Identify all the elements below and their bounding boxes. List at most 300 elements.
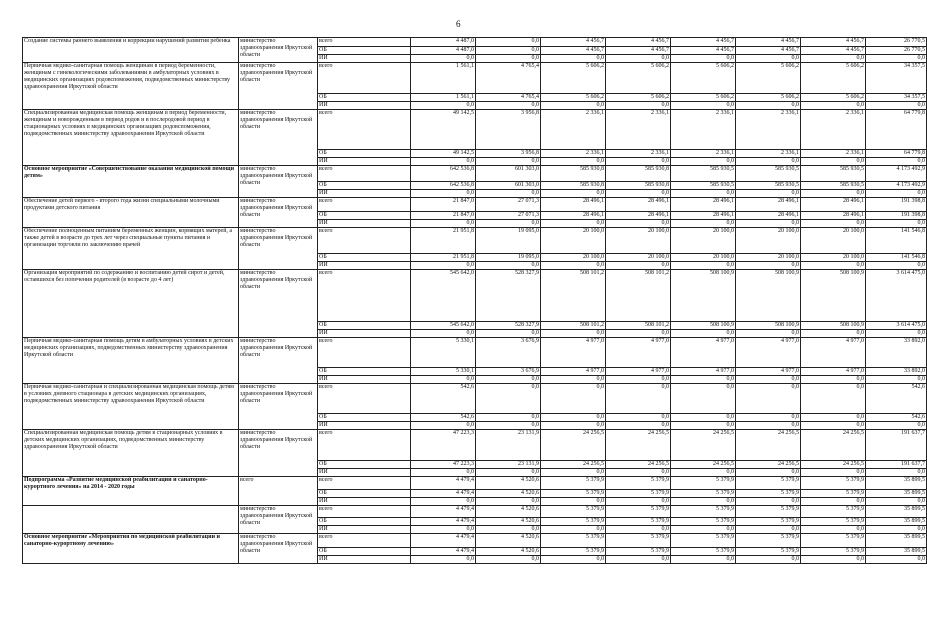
total-cell: 0,0 <box>866 102 927 110</box>
year-value-cell: 4 456,7 <box>606 38 671 47</box>
year-value-cell: 528 327,9 <box>476 270 541 322</box>
year-value-cell: 4 977,0 <box>606 368 671 376</box>
year-value-cell: 28 496,1 <box>606 212 671 220</box>
executor-cell: министерство здравоохранения Иркутской области <box>239 506 318 534</box>
year-value-cell: 528 327,9 <box>476 322 541 330</box>
year-value-cell: 585 930,8 <box>606 182 671 190</box>
year-value-cell: 0,0 <box>801 469 866 477</box>
year-value-cell: 28 496,1 <box>736 212 801 220</box>
year-value-cell: 0,0 <box>671 526 736 534</box>
year-value-cell: 20 100,0 <box>671 228 736 254</box>
total-cell: 0,0 <box>866 376 927 384</box>
year-value-cell: 5 379,9 <box>671 548 736 556</box>
table-row <box>23 506 927 518</box>
funding-source-cell: всего <box>318 477 411 490</box>
funding-source-cell: ОБ <box>318 368 411 376</box>
year-value-cell: 2 336,1 <box>606 150 671 158</box>
funding-source-cell: ОБ <box>318 47 411 55</box>
funding-source-cell: всего <box>318 270 411 322</box>
funding-source-cell: ОБ <box>318 150 411 158</box>
funding-source-cell: ИИ <box>318 262 411 270</box>
year-value-cell: 0,0 <box>476 498 541 506</box>
year-value-cell: 0,0 <box>801 330 866 338</box>
table-row <box>23 270 927 322</box>
year-value-cell: 0,0 <box>476 330 541 338</box>
year-value-cell: 1 561,1 <box>411 63 476 94</box>
year-value-cell: 4 456,7 <box>671 47 736 55</box>
year-value-cell: 642 536,8 <box>411 166 476 182</box>
year-value-cell: 508 101,2 <box>541 322 606 330</box>
year-value-cell: 0,0 <box>606 262 671 270</box>
year-value-cell: 0,0 <box>476 384 541 414</box>
year-value-cell: 19 095,0 <box>476 254 541 262</box>
year-value-cell: 0,0 <box>606 158 671 166</box>
funding-source-cell: ИИ <box>318 376 411 384</box>
year-value-cell: 24 256,5 <box>541 461 606 469</box>
year-value-cell: 28 496,1 <box>671 198 736 212</box>
year-value-cell: 0,0 <box>411 102 476 110</box>
year-value-cell: 5 379,9 <box>736 518 801 526</box>
executor-cell: министерство здравоохранения Иркутской области <box>239 38 318 63</box>
measure-name-cell <box>23 506 239 534</box>
table-row <box>23 110 927 150</box>
year-value-cell: 4 456,7 <box>541 38 606 47</box>
year-value-cell: 5 379,9 <box>671 477 736 490</box>
year-value-cell: 542,6 <box>411 414 476 422</box>
year-value-cell: 0,0 <box>541 414 606 422</box>
year-value-cell: 4 977,0 <box>541 368 606 376</box>
year-value-cell: 21 847,0 <box>411 198 476 212</box>
year-value-cell: 5 379,9 <box>801 506 866 518</box>
year-value-cell: 2 336,1 <box>736 150 801 158</box>
year-value-cell: 0,0 <box>476 469 541 477</box>
funding-source-cell: ОБ <box>318 490 411 498</box>
year-value-cell: 0,0 <box>411 158 476 166</box>
year-value-cell: 21 847,0 <box>411 212 476 220</box>
year-value-cell: 4 479,4 <box>411 548 476 556</box>
year-value-cell: 0,0 <box>606 526 671 534</box>
measure-name-cell: Основное мероприятие «Мероприятия по медицинской реабилитации и санаторно-курортному лечению» <box>23 534 239 564</box>
year-value-cell: 0,0 <box>411 376 476 384</box>
total-cell: 191 398,8 <box>866 212 927 220</box>
year-value-cell: 4 520,6 <box>476 534 541 548</box>
year-value-cell: 585 930,8 <box>606 166 671 182</box>
total-cell: 4 173 492,9 <box>866 182 927 190</box>
year-value-cell: 0,0 <box>606 498 671 506</box>
year-value-cell: 20 100,0 <box>541 254 606 262</box>
year-value-cell: 4 977,0 <box>541 338 606 368</box>
year-value-cell: 0,0 <box>476 414 541 422</box>
year-value-cell: 21 951,8 <box>411 254 476 262</box>
funding-source-cell: ОБ <box>318 254 411 262</box>
year-value-cell: 0,0 <box>541 55 606 63</box>
year-value-cell: 2 336,1 <box>671 110 736 150</box>
year-value-cell: 0,0 <box>541 102 606 110</box>
year-value-cell: 0,0 <box>411 469 476 477</box>
year-value-cell: 24 256,5 <box>541 430 606 461</box>
year-value-cell: 2 336,1 <box>541 150 606 158</box>
executor-cell: министерство здравоохранения Иркутской области <box>239 338 318 384</box>
year-value-cell: 545 642,0 <box>411 322 476 330</box>
year-value-cell: 585 930,5 <box>801 182 866 190</box>
year-value-cell: 0,0 <box>801 262 866 270</box>
year-value-cell: 23 131,9 <box>476 461 541 469</box>
year-value-cell: 0,0 <box>736 330 801 338</box>
year-value-cell: 20 100,0 <box>736 228 801 254</box>
total-cell: 0,0 <box>866 55 927 63</box>
year-value-cell: 0,0 <box>476 190 541 198</box>
year-value-cell: 5 379,9 <box>606 534 671 548</box>
year-value-cell: 24 256,5 <box>736 430 801 461</box>
executor-cell: министерство здравоохранения Иркутской области <box>239 110 318 166</box>
total-cell: 35 899,5 <box>866 506 927 518</box>
funding-source-cell: всего <box>318 338 411 368</box>
year-value-cell: 2 336,1 <box>801 110 866 150</box>
year-value-cell: 508 100,9 <box>801 270 866 322</box>
table-row <box>23 63 927 94</box>
year-value-cell: 20 100,0 <box>606 228 671 254</box>
total-cell: 35 899,5 <box>866 490 927 498</box>
year-value-cell: 5 379,9 <box>541 534 606 548</box>
year-value-cell: 0,0 <box>736 55 801 63</box>
year-value-cell: 4 479,4 <box>411 534 476 548</box>
executor-cell: министерство здравоохранения Иркутской области <box>239 384 318 430</box>
year-value-cell: 28 496,1 <box>541 198 606 212</box>
year-value-cell: 0,0 <box>801 498 866 506</box>
year-value-cell: 5 379,9 <box>541 490 606 498</box>
year-value-cell: 545 642,0 <box>411 270 476 322</box>
year-value-cell: 0,0 <box>541 384 606 414</box>
total-cell: 0,0 <box>866 158 927 166</box>
total-cell: 141 546,8 <box>866 228 927 254</box>
total-cell: 3 614 475,0 <box>866 270 927 322</box>
year-value-cell: 5 379,9 <box>606 490 671 498</box>
year-value-cell: 0,0 <box>736 526 801 534</box>
year-value-cell: 0,0 <box>671 469 736 477</box>
year-value-cell: 585 930,5 <box>671 166 736 182</box>
year-value-cell: 4 456,7 <box>671 38 736 47</box>
year-value-cell: 0,0 <box>671 330 736 338</box>
year-value-cell: 5 330,1 <box>411 338 476 368</box>
year-value-cell: 5 379,9 <box>801 490 866 498</box>
total-cell: 191 637,7 <box>866 461 927 469</box>
year-value-cell: 0,0 <box>541 330 606 338</box>
year-value-cell: 0,0 <box>411 498 476 506</box>
year-value-cell: 23 131,9 <box>476 430 541 461</box>
year-value-cell: 0,0 <box>801 556 866 564</box>
table-row <box>23 198 927 212</box>
year-value-cell: 5 379,9 <box>736 477 801 490</box>
year-value-cell: 21 951,8 <box>411 228 476 254</box>
year-value-cell: 642 536,8 <box>411 182 476 190</box>
measure-name-cell: Организация мероприятий по содержанию и воспитанию детей сирот и детей, оставшихся без попечения родителей (в возрасте до 4 лет) <box>23 270 239 338</box>
funding-source-cell: ОБ <box>318 182 411 190</box>
year-value-cell: 24 256,5 <box>671 461 736 469</box>
year-value-cell: 2 336,1 <box>541 110 606 150</box>
year-value-cell: 4 456,7 <box>736 38 801 47</box>
year-value-cell: 0,0 <box>736 414 801 422</box>
funding-source-cell: ИИ <box>318 422 411 430</box>
measure-name-cell: Обеспечение детей первого - второго года жизни специальными молочными продуктами детского питания <box>23 198 239 228</box>
year-value-cell: 4 765,4 <box>476 94 541 102</box>
total-cell: 0,0 <box>866 556 927 564</box>
measure-name-cell: Первичная медико-санитарная помощь женщинам в период беременности, женщинам с гинекологическими заболеваниями в амбулаторных условиях в медицинских организациях родовспоможения, подведомственных министерству здравоохранения Иркутской области <box>23 63 239 110</box>
funding-source-cell: ОБ <box>318 518 411 526</box>
year-value-cell: 0,0 <box>671 422 736 430</box>
year-value-cell: 4 977,0 <box>671 368 736 376</box>
year-value-cell: 0,0 <box>606 330 671 338</box>
year-value-cell: 0,0 <box>671 414 736 422</box>
funding-source-cell: ИИ <box>318 498 411 506</box>
measure-name-cell: Обеспечение полноценным питанием беременных женщин, кормящих матерей, а также детей в возрасте до трех лет через специальные пункты питания и организации торговли по заключению врачей <box>23 228 239 270</box>
total-cell: 542,6 <box>866 414 927 422</box>
measure-name-cell: Создание системы раннего выявления и коррекции нарушений развития ребенка <box>23 38 239 63</box>
year-value-cell: 5 606,2 <box>671 94 736 102</box>
year-value-cell: 5 379,9 <box>671 490 736 498</box>
year-value-cell: 542,6 <box>411 384 476 414</box>
year-value-cell: 0,0 <box>801 376 866 384</box>
year-value-cell: 20 100,0 <box>736 254 801 262</box>
total-cell: 33 892,0 <box>866 338 927 368</box>
year-value-cell: 5 379,9 <box>736 506 801 518</box>
year-value-cell: 5 606,2 <box>671 63 736 94</box>
year-value-cell: 28 496,1 <box>606 198 671 212</box>
year-value-cell: 0,0 <box>541 498 606 506</box>
year-value-cell: 2 336,1 <box>671 150 736 158</box>
year-value-cell: 508 100,9 <box>736 322 801 330</box>
total-cell: 26 770,5 <box>866 38 927 47</box>
total-cell: 0,0 <box>866 498 927 506</box>
year-value-cell: 0,0 <box>801 384 866 414</box>
year-value-cell: 5 379,9 <box>541 518 606 526</box>
table-row <box>23 38 927 47</box>
year-value-cell: 4 765,4 <box>476 63 541 94</box>
year-value-cell: 0,0 <box>671 158 736 166</box>
year-value-cell: 508 101,2 <box>606 270 671 322</box>
measure-name-cell: Подпрограмма «Развитие медицинской реабилитации и санаторно-курортного лечения» на 2014 - 2020 годы <box>23 477 239 506</box>
executor-cell: министерство здравоохранения Иркутской области <box>239 198 318 228</box>
year-value-cell: 5 379,9 <box>606 477 671 490</box>
year-value-cell: 0,0 <box>606 384 671 414</box>
year-value-cell: 0,0 <box>736 498 801 506</box>
year-value-cell: 0,0 <box>411 526 476 534</box>
year-value-cell: 0,0 <box>541 526 606 534</box>
year-value-cell: 5 606,2 <box>606 63 671 94</box>
total-cell: 35 899,5 <box>866 518 927 526</box>
year-value-cell: 0,0 <box>476 220 541 228</box>
year-value-cell: 5 379,9 <box>606 518 671 526</box>
year-value-cell: 601 303,0 <box>476 182 541 190</box>
year-value-cell: 0,0 <box>411 220 476 228</box>
year-value-cell: 0,0 <box>476 422 541 430</box>
year-value-cell: 28 496,1 <box>801 198 866 212</box>
year-value-cell: 5 379,9 <box>736 490 801 498</box>
year-value-cell: 5 606,2 <box>736 94 801 102</box>
year-value-cell: 24 256,5 <box>736 461 801 469</box>
year-value-cell: 0,0 <box>671 556 736 564</box>
year-value-cell: 0,0 <box>736 384 801 414</box>
year-value-cell: 20 100,0 <box>801 228 866 254</box>
year-value-cell: 0,0 <box>606 469 671 477</box>
funding-source-cell: всего <box>318 228 411 254</box>
year-value-cell: 0,0 <box>411 330 476 338</box>
executor-cell: министерство здравоохранения Иркутской области <box>239 228 318 270</box>
year-value-cell: 0,0 <box>411 556 476 564</box>
year-value-cell: 0,0 <box>541 376 606 384</box>
total-cell: 0,0 <box>866 262 927 270</box>
year-value-cell: 0,0 <box>606 414 671 422</box>
executor-cell: министерство здравоохранения Иркутской области <box>239 166 318 198</box>
year-value-cell: 3 956,8 <box>476 110 541 150</box>
total-cell: 34 357,5 <box>866 63 927 94</box>
year-value-cell: 0,0 <box>541 220 606 228</box>
year-value-cell: 4 520,6 <box>476 477 541 490</box>
year-value-cell: 0,0 <box>476 38 541 47</box>
year-value-cell: 0,0 <box>606 190 671 198</box>
year-value-cell: 5 330,1 <box>411 368 476 376</box>
year-value-cell: 0,0 <box>541 469 606 477</box>
year-value-cell: 5 606,2 <box>606 94 671 102</box>
year-value-cell: 0,0 <box>801 422 866 430</box>
year-value-cell: 24 256,5 <box>671 430 736 461</box>
table-row <box>23 384 927 414</box>
year-value-cell: 0,0 <box>671 498 736 506</box>
year-value-cell: 24 256,5 <box>801 461 866 469</box>
year-value-cell: 508 100,9 <box>801 322 866 330</box>
year-value-cell: 0,0 <box>736 422 801 430</box>
year-value-cell: 585 930,8 <box>541 166 606 182</box>
measure-name-cell: Основное мероприятие «Совершенствование оказания медицинской помощи детям» <box>23 166 239 198</box>
executor-cell: министерство здравоохранения Иркутской области <box>239 430 318 477</box>
year-value-cell: 4 520,6 <box>476 506 541 518</box>
year-value-cell: 3 676,9 <box>476 338 541 368</box>
year-value-cell: 0,0 <box>411 262 476 270</box>
year-value-cell: 0,0 <box>736 556 801 564</box>
funding-source-cell: ИИ <box>318 102 411 110</box>
year-value-cell: 5 379,9 <box>606 548 671 556</box>
funding-source-cell: ИИ <box>318 190 411 198</box>
year-value-cell: 4 456,7 <box>606 47 671 55</box>
year-value-cell: 0,0 <box>606 102 671 110</box>
funding-source-cell: ИИ <box>318 220 411 228</box>
year-value-cell: 601 303,0 <box>476 166 541 182</box>
year-value-cell: 0,0 <box>736 158 801 166</box>
executor-cell: министерство здравоохранения Иркутской области <box>239 270 318 338</box>
year-value-cell: 5 606,2 <box>801 63 866 94</box>
year-value-cell: 585 930,5 <box>671 182 736 190</box>
funding-source-cell: ОБ <box>318 414 411 422</box>
year-value-cell: 585 930,5 <box>801 166 866 182</box>
funding-source-cell: всего <box>318 534 411 548</box>
year-value-cell: 28 496,1 <box>541 212 606 220</box>
funding-source-cell: всего <box>318 166 411 182</box>
year-value-cell: 4 977,0 <box>801 368 866 376</box>
funding-source-cell: всего <box>318 430 411 461</box>
year-value-cell: 5 379,9 <box>541 548 606 556</box>
table-row <box>23 534 927 548</box>
funding-source-cell: ОБ <box>318 548 411 556</box>
budget-table <box>22 37 927 564</box>
year-value-cell: 0,0 <box>606 422 671 430</box>
year-value-cell: 4 520,6 <box>476 490 541 498</box>
year-value-cell: 28 496,1 <box>801 212 866 220</box>
year-value-cell: 4 456,7 <box>801 47 866 55</box>
total-cell: 26 770,5 <box>866 47 927 55</box>
year-value-cell: 47 223,3 <box>411 430 476 461</box>
year-value-cell: 0,0 <box>606 220 671 228</box>
funding-source-cell: всего <box>318 506 411 518</box>
measure-name-cell: Специализированная медицинская помощь детям в стационарных условиях в детских медицинских организациях, подведомственных министерству здравоохранения Иркутской области <box>23 430 239 477</box>
funding-source-cell: всего <box>318 38 411 47</box>
page-number: 6 <box>456 19 461 29</box>
year-value-cell: 20 100,0 <box>801 254 866 262</box>
year-value-cell: 5 379,9 <box>801 518 866 526</box>
year-value-cell: 28 496,1 <box>671 212 736 220</box>
year-value-cell: 5 379,9 <box>671 506 736 518</box>
year-value-cell: 5 606,2 <box>541 63 606 94</box>
table-row <box>23 166 927 182</box>
executor-cell: всего <box>239 477 318 506</box>
year-value-cell: 4 520,6 <box>476 518 541 526</box>
year-value-cell: 2 336,1 <box>801 150 866 158</box>
year-value-cell: 585 930,8 <box>541 182 606 190</box>
year-value-cell: 0,0 <box>671 376 736 384</box>
year-value-cell: 5 379,9 <box>541 506 606 518</box>
year-value-cell: 0,0 <box>476 47 541 55</box>
year-value-cell: 0,0 <box>736 190 801 198</box>
year-value-cell: 4 456,7 <box>801 38 866 47</box>
year-value-cell: 0,0 <box>671 220 736 228</box>
year-value-cell: 0,0 <box>671 102 736 110</box>
year-value-cell: 27 071,3 <box>476 198 541 212</box>
year-value-cell: 5 606,2 <box>736 63 801 94</box>
year-value-cell: 0,0 <box>541 158 606 166</box>
total-cell: 0,0 <box>866 220 927 228</box>
year-value-cell: 5 379,9 <box>606 506 671 518</box>
total-cell: 0,0 <box>866 469 927 477</box>
year-value-cell: 5 379,9 <box>801 534 866 548</box>
year-value-cell: 28 496,1 <box>736 198 801 212</box>
total-cell: 0,0 <box>866 190 927 198</box>
year-value-cell: 5 379,9 <box>801 477 866 490</box>
year-value-cell: 4 456,7 <box>541 47 606 55</box>
year-value-cell: 3 676,9 <box>476 368 541 376</box>
funding-source-cell: ОБ <box>318 94 411 102</box>
total-cell: 35 899,5 <box>866 477 927 490</box>
funding-source-cell: ИИ <box>318 55 411 63</box>
year-value-cell: 0,0 <box>476 102 541 110</box>
year-value-cell: 24 256,5 <box>801 430 866 461</box>
year-value-cell: 585 930,5 <box>736 166 801 182</box>
year-value-cell: 5 379,9 <box>801 548 866 556</box>
total-cell: 191 398,8 <box>866 198 927 212</box>
year-value-cell: 49 142,5 <box>411 110 476 150</box>
total-cell: 64 779,8 <box>866 110 927 150</box>
total-cell: 191 637,7 <box>866 430 927 461</box>
year-value-cell: 4 977,0 <box>801 338 866 368</box>
year-value-cell: 20 100,0 <box>606 254 671 262</box>
funding-source-cell: ОБ <box>318 322 411 330</box>
year-value-cell: 4 479,4 <box>411 506 476 518</box>
total-cell: 0,0 <box>866 330 927 338</box>
year-value-cell: 0,0 <box>541 190 606 198</box>
total-cell: 542,6 <box>866 384 927 414</box>
total-cell: 64 779,8 <box>866 150 927 158</box>
year-value-cell: 24 256,5 <box>606 461 671 469</box>
year-value-cell: 20 100,0 <box>541 228 606 254</box>
year-value-cell: 0,0 <box>736 469 801 477</box>
year-value-cell: 0,0 <box>476 376 541 384</box>
